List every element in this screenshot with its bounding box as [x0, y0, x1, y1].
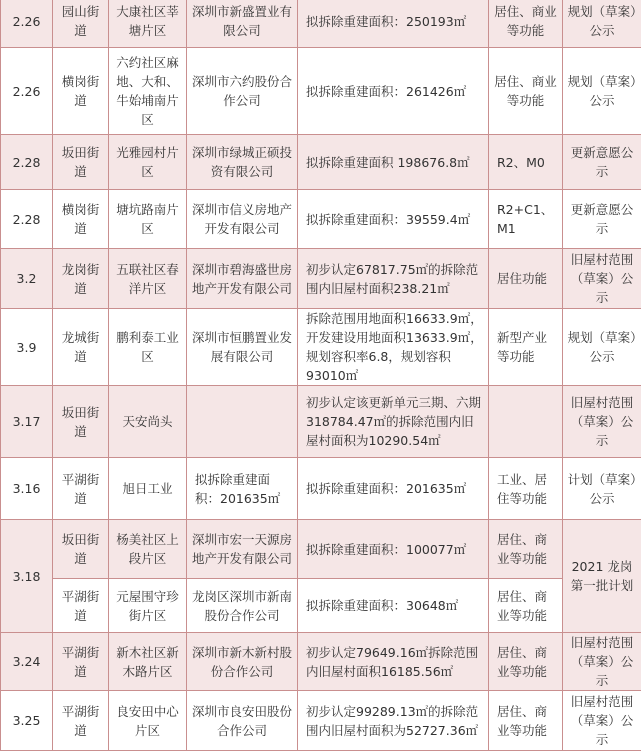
description-cell: 初步认定79649.16㎡拆除范围内旧屋村面积16185.56㎡ [298, 633, 489, 691]
area-cell: 鹏利泰工业区 [109, 309, 187, 386]
area-cell: 旭日工业 [109, 458, 187, 520]
date-cell: 3.17 [1, 386, 53, 458]
status-cell: 旧屋村范围（草案）公示 [563, 633, 641, 691]
description-cell: 拆除范围用地面积16633.9㎡，开发建设用地面积13633.9㎡，规划容积率6.8，规划容积93010㎡ [298, 309, 489, 386]
company-cell: 深圳市良安田股份合作公司 [187, 691, 298, 751]
table-row [1, 579, 641, 633]
status-cell: 规划（草案）公示 [563, 48, 641, 135]
function-cell: 居住、商业等功能 [489, 48, 563, 135]
area-cell: 良安田中心片区 [109, 691, 187, 751]
area-cell: 元屋围守珍街片区 [109, 579, 187, 633]
table-row [1, 633, 641, 691]
street-cell: 龙岗街道 [53, 249, 109, 309]
table-row [1, 0, 641, 48]
status-cell: 旧屋村范围（草案）公示 [563, 691, 641, 751]
function-cell: R2、M0 [489, 135, 563, 190]
table-row [1, 190, 641, 249]
street-cell: 坂田街道 [53, 520, 109, 579]
status-cell: 旧屋村范围（草案）公示 [563, 249, 641, 309]
street-cell: 平湖街道 [53, 458, 109, 520]
table-row [1, 458, 641, 520]
company-cell: 深圳市新木新村股份合作公司 [187, 633, 298, 691]
function-cell: 居住功能 [489, 249, 563, 309]
area-cell: 新木社区新木路片区 [109, 633, 187, 691]
description-cell: 拟拆除重建面积：261426㎡ [298, 48, 489, 135]
date-cell: 2.26 [1, 0, 53, 48]
street-cell: 平湖街道 [53, 579, 109, 633]
status-cell: 更新意愿公示 [563, 135, 641, 190]
table-row [1, 249, 641, 309]
company-cell: 拟拆除重建面积：201635㎡ [187, 458, 298, 520]
status-cell: 规划（草案）公示 [563, 309, 641, 386]
area-cell: 塘坑路南片区 [109, 190, 187, 249]
description-cell: 拟拆除重建面积：100077㎡ [298, 520, 489, 579]
description-cell: 拟拆除重建面积：250193㎡ [298, 0, 489, 48]
function-cell: 居住、商业等功能 [489, 0, 563, 48]
date-cell: 3.25 [1, 691, 53, 751]
area-cell: 大康社区莘塘片区 [109, 0, 187, 48]
date-cell: 3.9 [1, 309, 53, 386]
company-cell: 深圳市碧海盛世房地产开发有限公司 [187, 249, 298, 309]
date-cell: 3.16 [1, 458, 53, 520]
street-cell: 横岗街道 [53, 190, 109, 249]
status-cell: 计划（草案）公示 [563, 458, 641, 520]
company-cell: 深圳市宏一天源房地产开发有限公司 [187, 520, 298, 579]
description-cell: 拟拆除重建面积：201635㎡ [298, 458, 489, 520]
area-cell: 光雅园村片区 [109, 135, 187, 190]
area-cell: 五联社区春洋片区 [109, 249, 187, 309]
table-row [1, 386, 641, 458]
description-cell: 初步认定99289.13㎡的拆除范围内旧屋村面积为52727.36㎡ [298, 691, 489, 751]
date-cell: 3.2 [1, 249, 53, 309]
date-cell: 2.26 [1, 48, 53, 135]
status-cell: 规划（草案）公示 [563, 0, 641, 48]
function-cell: 居住、商业等功能 [489, 579, 563, 633]
area-cell: 天安尚头 [109, 386, 187, 458]
street-cell: 坂田街道 [53, 135, 109, 190]
status-cell: 更新意愿公示 [563, 190, 641, 249]
street-cell: 园山街道 [53, 0, 109, 48]
description-cell: 拟拆除重建面积：30648㎡ [298, 579, 489, 633]
company-cell: 龙岗区深圳市新南股份合作公司 [187, 579, 298, 633]
function-cell: 居住、商业等功能 [489, 691, 563, 751]
table-row [1, 135, 641, 190]
area-cell: 杨美社区上段片区 [109, 520, 187, 579]
company-cell: 深圳市绿城正硕投资有限公司 [187, 135, 298, 190]
table-row [1, 520, 641, 579]
table-row [1, 309, 641, 386]
date-cell: 2.28 [1, 135, 53, 190]
company-cell [187, 386, 298, 458]
description-cell: 拟拆除重建面积：39559.4㎡ [298, 190, 489, 249]
company-cell: 深圳市六约股份合作公司 [187, 48, 298, 135]
description-cell: 拟拆除重建面积 198676.8㎡ [298, 135, 489, 190]
street-cell: 坂田街道 [53, 386, 109, 458]
table-row [1, 691, 641, 751]
function-cell: 居住、商业等功能 [489, 633, 563, 691]
description-cell: 初步认定该更新单元三期、六期318784.47㎡的拆除范围内旧屋村面积为10290.54㎡ [298, 386, 489, 458]
company-cell: 深圳市新盛置业有限公司 [187, 0, 298, 48]
street-cell: 龙城街道 [53, 309, 109, 386]
table-row [1, 48, 641, 135]
street-cell: 平湖街道 [53, 633, 109, 691]
function-cell: 居住、商业等功能 [489, 520, 563, 579]
description-cell: 初步认定67817.75㎡的拆除范围内旧屋村面积238.21㎡ [298, 249, 489, 309]
street-cell: 平湖街道 [53, 691, 109, 751]
function-cell: 工业、居住等功能 [489, 458, 563, 520]
company-cell: 深圳市恒鹏置业发展有限公司 [187, 309, 298, 386]
date-cell: 3.24 [1, 633, 53, 691]
function-cell: 新型产业等功能 [489, 309, 563, 386]
date-cell: 3.18 [1, 520, 53, 633]
street-cell: 横岗街道 [53, 48, 109, 135]
area-cell: 六约社区麻地、大和、牛始埔南片区 [109, 48, 187, 135]
status-cell: 旧屋村范围（草案）公示 [563, 386, 641, 458]
function-cell [489, 386, 563, 458]
status-cell: 2021 龙岗第一批计划 [563, 520, 641, 633]
function-cell: R2+C1、M1 [489, 190, 563, 249]
company-cell: 深圳市信义房地产开发有限公司 [187, 190, 298, 249]
date-cell: 2.28 [1, 190, 53, 249]
